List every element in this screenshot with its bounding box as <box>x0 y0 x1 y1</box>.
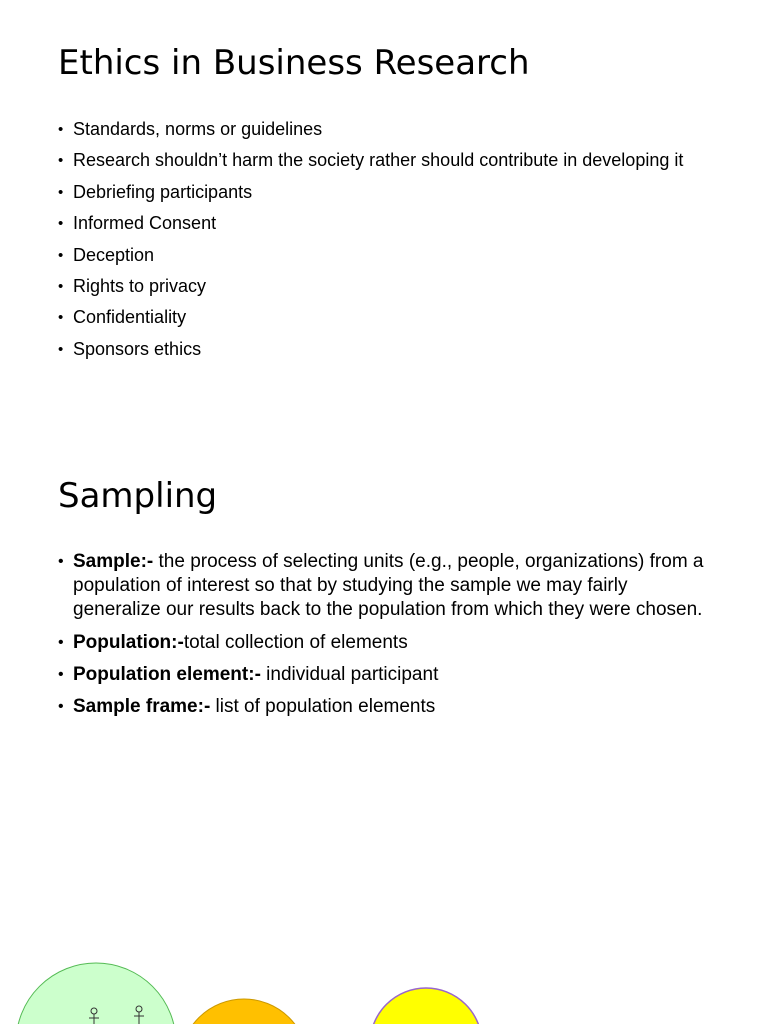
bullet-icon: • <box>58 246 64 264</box>
bullet-icon: • <box>58 121 64 138</box>
definition-text: total collection of elements <box>183 631 408 653</box>
bullet-icon: • <box>58 698 64 716</box>
definition-term: Population:- <box>73 631 184 653</box>
population-sample-illustration <box>0 950 768 1024</box>
definition-term: Sample:- <box>73 551 154 572</box>
list-item <box>58 631 718 655</box>
definition-text: list of population elements <box>210 696 436 718</box>
list-item: • Rights to privacy <box>58 275 207 296</box>
list-item: • Standards, norms or guidelines <box>58 119 323 139</box>
sample-circle <box>370 988 482 1024</box>
definition-term: Sample frame:- <box>73 696 211 718</box>
definition-text: the process of selecting units (e.g., people, organizations) from a population of interest so that by studying the sample we may fairly generalize our results back to the population from which they were chosen. <box>73 551 704 621</box>
list-item <box>58 550 718 623</box>
list-item <box>58 663 718 687</box>
list-item: • Sponsors ethics <box>58 338 202 359</box>
sample-frame-circle <box>180 999 308 1024</box>
bullet-icon: • <box>58 665 64 683</box>
bullet-icon: • <box>58 152 64 170</box>
sampling-slide-title: Sampling <box>58 476 218 516</box>
bullet-icon: • <box>58 340 64 358</box>
list-item: • Research shouldn’t harm the society rather should contribute in developing it <box>58 150 684 171</box>
bullet-icon: • <box>58 309 64 327</box>
sampling-definition-list <box>58 550 718 727</box>
ethics-slide-title: Ethics in Business Research <box>58 43 530 83</box>
bullet-icon: • <box>58 215 64 233</box>
list-item: • Confidentiality <box>58 307 187 328</box>
bullet-icon: • <box>58 553 64 570</box>
bullet-icon: • <box>58 183 64 201</box>
bullet-icon: • <box>58 633 64 651</box>
list-item: • Debriefing participants <box>58 181 253 202</box>
bullet-icon: • <box>58 277 64 295</box>
list-item: • Informed Consent <box>58 213 217 234</box>
list-item: • Deception <box>58 244 155 265</box>
list-item <box>58 695 718 719</box>
population-circle <box>16 963 176 1024</box>
definition-text: individual participant <box>260 663 439 685</box>
ethics-bullet-list <box>58 118 718 369</box>
definition-term: Population element:- <box>73 663 261 685</box>
